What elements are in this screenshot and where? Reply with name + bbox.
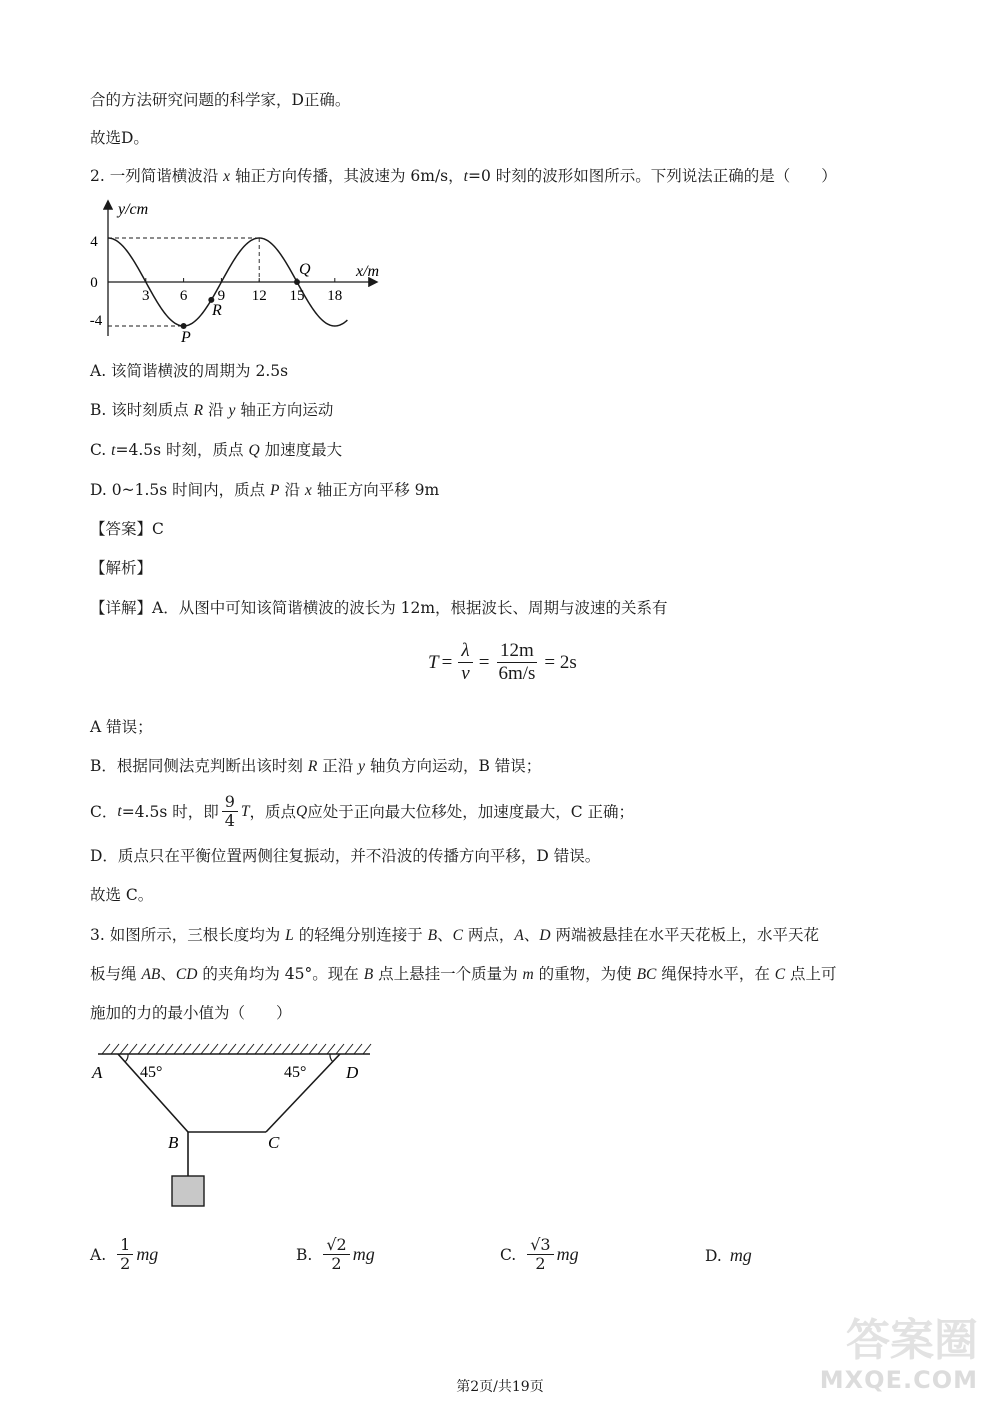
q3-option-C: C. $\frac{√3}{2}$ mg [500,1235,579,1273]
point-Q [294,279,300,285]
hatch-line [255,1044,263,1054]
y-tick-neg4: -4 [89,313,103,329]
q3-option-B: B. $\frac{√2}{2}$ mg [296,1235,375,1273]
ceiling-hatch [102,1044,371,1054]
x-tick-label-15: 15 [289,288,305,304]
hatch-line [246,1044,254,1054]
x-tick-label-6: 6 [179,288,188,304]
period-formula [428,640,577,685]
d-explain: D．质点只在平衡位置两侧往复振动，并不沿波的传播方向平移，D 错误。 [90,847,601,865]
answer-heading: 【答案】C [90,520,164,538]
formula-lambda: λ [458,640,472,663]
formula-v: v [461,663,470,684]
x-tick-label-12: 12 [251,288,267,304]
b-explain: B．根据同侧法克判断出该时刻 R 正沿 y 轴负方向运动，B 错误； [90,757,542,775]
a-wrong: A 错误； [90,718,153,736]
question-3-line-3: 施加的力的最小值为（ ） [90,1004,292,1022]
hatch-line [237,1044,245,1054]
formula-eq2: = [478,651,490,673]
hatch-line [354,1044,362,1054]
label-D: D [346,1063,359,1082]
hatch-line [228,1044,236,1054]
hatch-line [291,1044,299,1054]
label-Q: Q [299,261,311,278]
hatch-line [336,1044,344,1054]
q3-option-D: D. mg [705,1245,752,1265]
analysis-heading: 【解析】 [90,559,153,577]
detail-line: 【详解】A．从图中可知该简谐横波的波长为 12m，根据波长、周期与波速的关系有 [90,599,668,617]
choose-c: 故选 C。 [90,886,154,904]
x-tick-label-18: 18 [327,288,343,304]
y-tick-4: 4 [90,234,98,250]
hatch-line [309,1044,317,1054]
x-tick-label-3: 3 [142,288,150,304]
hatch-line [210,1044,218,1054]
angle-left-label: 45° [140,1064,163,1081]
wave-graph [88,196,388,344]
q3-option-A: A. $\frac{1}{2}$ mg [90,1235,159,1273]
hatch-line [273,1044,281,1054]
hatch-line [174,1044,182,1054]
hatch-line [129,1044,137,1054]
formula-den: 6m/s [498,663,536,684]
hatch-line [156,1044,164,1054]
text-line-2: 故选D。 [90,129,149,147]
y-tick-0: 0 [90,275,98,291]
label-R: R [212,302,222,319]
formula-num: 12m [497,640,537,663]
hatch-line [300,1044,308,1054]
hatch-line [264,1044,272,1054]
hatch-line [282,1044,290,1054]
page-footer: 第2页/共19页 [456,1379,544,1395]
hatch-line [111,1044,119,1054]
watermark-logo: 答案圈 [846,1315,978,1366]
label-B: B [168,1133,179,1152]
c-explain: C． t =4.5s 时，即 $\frac{9}{4}$ T ，质点 Q 应处于正向最大位移处，加速度最大，C 正确； [90,792,635,830]
hatch-line [345,1044,353,1054]
question-3-line-2: 板与绳 AB、CD 的夹角均为 45°。现在 B 点上悬挂一个质量为 m 的重物，为使 BC 绳保持水平，在 C 点上可 [90,965,837,983]
hatch-line [102,1044,110,1054]
question-3-line-1: 3. 如图所示，三根长度均为 L 的轻绳分别连接于 B、C 两点，A、D 两端被悬挂在水平天花板上，水平天花 [90,926,820,944]
angle-right-label: 45° [284,1064,307,1081]
weight-block [172,1176,204,1206]
question-2-stem: 2. 一列简谐横波沿 x 轴正方向传播，其波速为 6m/s，t=0 时刻的波形如图所示。下列说法正确的是（ ） [90,167,837,185]
x-tick-label-9: 9 [217,288,226,304]
hatch-line [183,1044,191,1054]
watermark-url: MXQE.COM [819,1366,978,1394]
option-A: A. 该简谐横波的周期为 2.5s [90,362,289,380]
hatch-line [147,1044,155,1054]
formula-result: = 2s [544,651,577,673]
option-C: C. t=4.5s 时刻，质点 Q 加速度最大 [90,441,343,459]
rope-diagram [88,1036,378,1216]
hatch-line [120,1044,128,1054]
label-C: C [268,1133,280,1152]
hatch-line [165,1044,173,1054]
label-P: P [181,329,191,344]
hatch-line [327,1044,335,1054]
hatch-line [138,1044,146,1054]
text-line-1: 合的方法研究问题的科学家，D正确。 [90,91,351,109]
hatch-line [201,1044,209,1054]
angle-arc-left [125,1054,128,1062]
x-axis-label: x/m [356,263,380,280]
formula-T: T [428,651,439,673]
option-D: D. 0~1.5s 时间内，质点 P 沿 x 轴正方向平移 9m [90,481,440,499]
option-B: B. 该时刻质点 R 沿 y 轴正方向运动 [90,401,334,419]
angle-arc-right [330,1054,333,1062]
hatch-line [318,1044,326,1054]
hatch-line [363,1044,371,1054]
y-axis-label: y/cm [118,201,149,218]
hatch-line [219,1044,227,1054]
formula-eq1: = [441,651,453,673]
label-A: A [92,1063,103,1082]
hatch-line [192,1044,200,1054]
